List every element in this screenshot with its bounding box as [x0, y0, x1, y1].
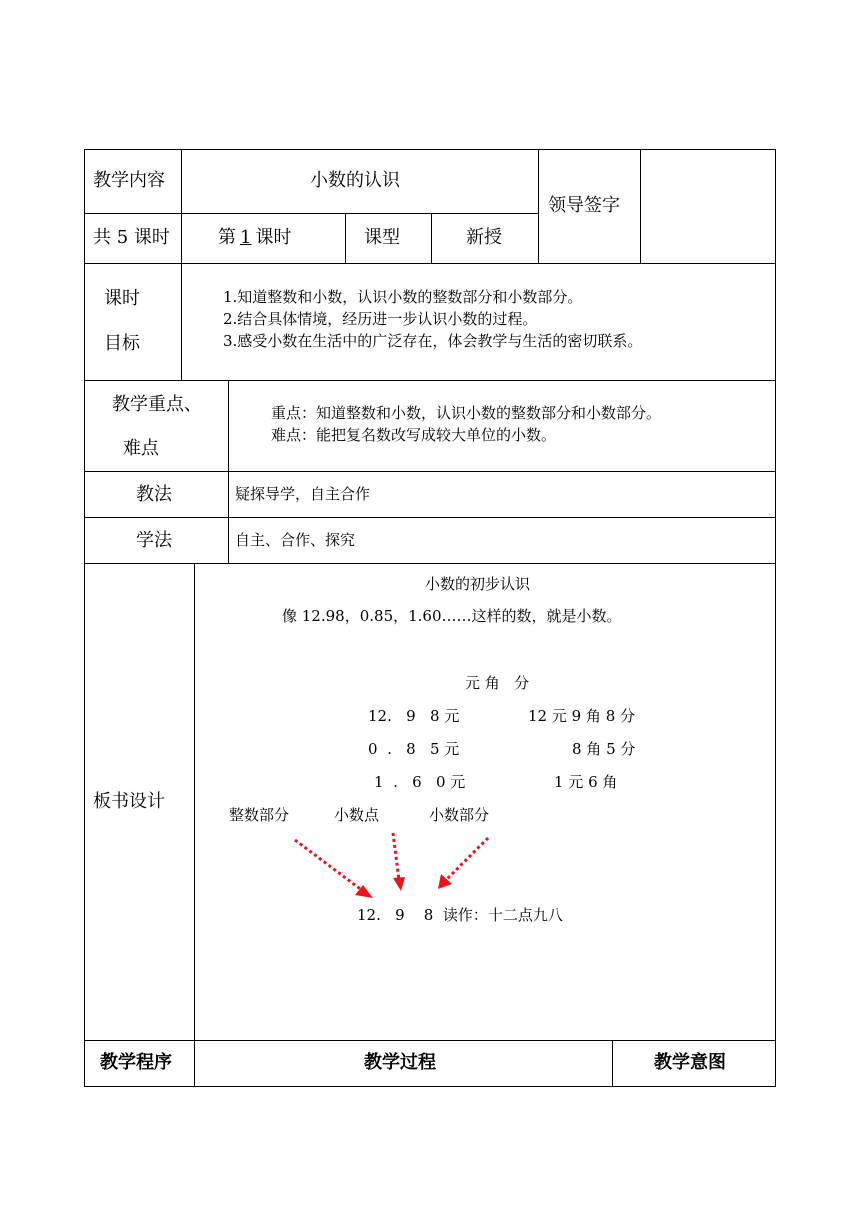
content-label: 教学内容 — [93, 170, 165, 191]
decimal-value: 12. 9 8 元 — [368, 707, 460, 725]
program-column-header: 教学程序 — [100, 1052, 172, 1073]
equivalent-value: 1 元 6 角 — [554, 773, 618, 791]
learning-method-value: 自主、合作、探究 — [235, 531, 356, 549]
decimal-point-arrowhead — [393, 877, 405, 891]
lesson-title: 小数的认识 — [310, 170, 400, 191]
integer-part-arrow — [295, 840, 363, 891]
board-title: 小数的初步认识 — [425, 575, 531, 593]
keypoints-label-line1: 教学重点、 — [112, 394, 202, 415]
units-header: 元 角 分 — [465, 674, 530, 692]
equivalent-value: 12 元 9 角 8 分 — [528, 707, 636, 725]
type-label: 课型 — [364, 227, 400, 248]
equivalent-value: 8 角 5 分 — [572, 740, 636, 758]
process-column-header: 教学过程 — [364, 1052, 436, 1073]
period-suffix: 课时 — [255, 227, 292, 248]
period-prefix: 第 — [218, 227, 236, 248]
objectives-label-line1: 课时 — [104, 288, 140, 309]
intention-column-header: 教学意图 — [654, 1052, 726, 1073]
decimal-part-label: 小数部分 — [429, 806, 490, 824]
learning-method-label: 学法 — [136, 530, 172, 551]
decimal-point-label: 小数点 — [334, 806, 380, 824]
board-label: 板书设计 — [93, 791, 165, 812]
key-point-text: 重点：知道整数和小数，认识小数的整数部分和小数部分。 — [271, 404, 662, 422]
signature-label: 领导签字 — [548, 195, 620, 216]
decimal-part-arrow — [446, 838, 488, 880]
period-number: 1 — [240, 227, 252, 248]
board-intro: 像 12.98，0.85，1.60……这样的数，就是小数。 — [282, 607, 622, 625]
type-value: 新授 — [466, 227, 502, 248]
teaching-method-label: 教法 — [136, 484, 172, 505]
integer-part-label: 整数部分 — [229, 806, 290, 824]
teaching-method-value: 疑探导学，自主合作 — [235, 485, 371, 503]
keypoints-label-line2: 难点 — [123, 438, 159, 459]
decimal-value: 0 . 8 5 元 — [368, 740, 460, 758]
difficult-point-text: 难点：能把复名数改写成较大单位的小数。 — [271, 426, 557, 444]
reading-example: 12. 9 8 读作：十二点九八 — [357, 906, 563, 924]
decimal-part-arrowhead — [438, 874, 452, 889]
objective-item: 2.结合具体情境，经历进一步认识小数的过程。 — [223, 310, 538, 328]
objective-item: 1.知道整数和小数，认识小数的整数部分和小数部分。 — [223, 288, 583, 306]
decimal-value: 1 . 6 0 元 — [374, 773, 466, 791]
total-periods: 共 5 课时 — [93, 227, 170, 248]
objective-item: 3.感受小数在生活中的广泛存在，体会教学与生活的密切联系。 — [223, 332, 643, 350]
objectives-label-line2: 目标 — [104, 333, 140, 354]
decimal-point-arrow — [393, 833, 399, 880]
